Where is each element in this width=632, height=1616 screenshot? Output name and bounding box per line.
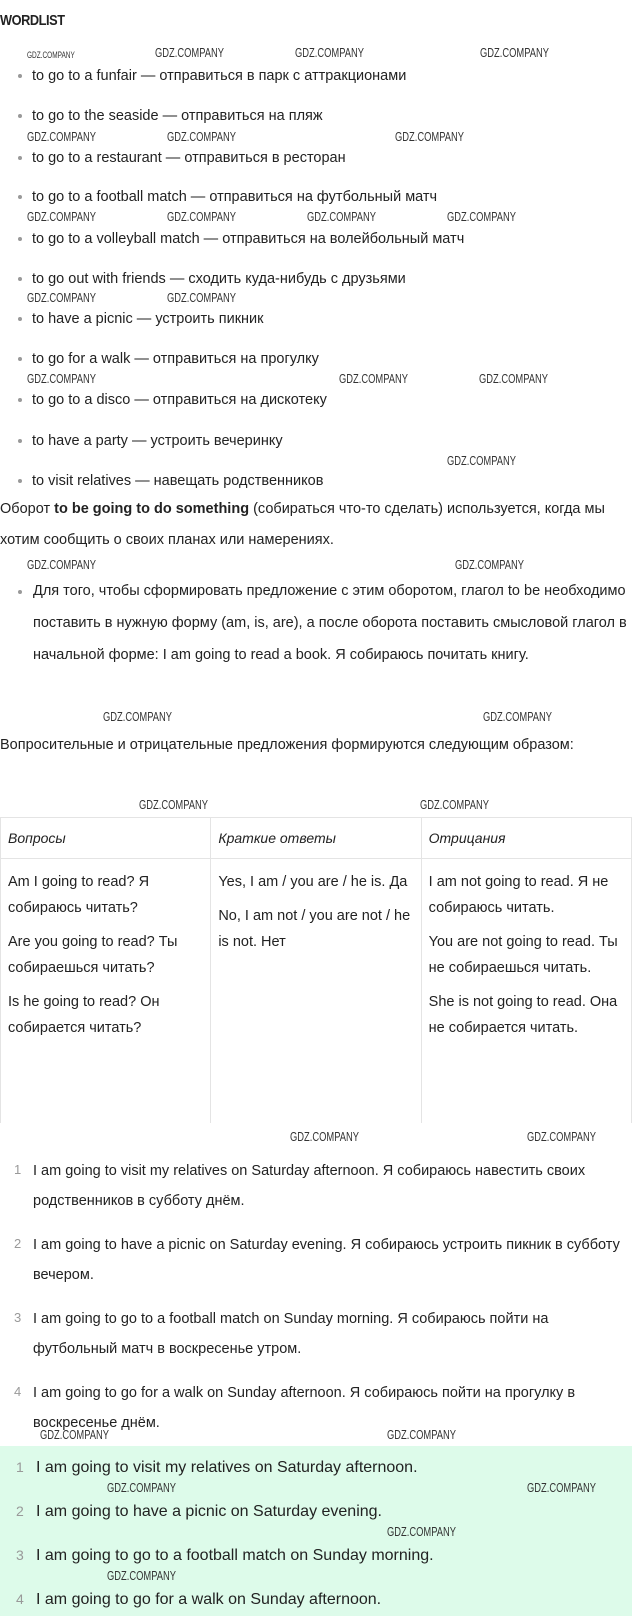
list-item-text: to go to a football match — отправиться на футбольный матч	[32, 189, 438, 205]
bullet-icon	[18, 156, 22, 160]
cell-text: No, I am not / you are not / he is not. Нет	[218, 908, 411, 950]
table-cell	[1, 859, 211, 1124]
watermark: GDZ.COMPANY	[527, 1129, 596, 1144]
watermark: GDZ.COMPANY	[27, 557, 96, 572]
watermark: GDZ.COMPANY	[339, 371, 408, 386]
cell-text: Yes, I am / you are / he is. Да	[218, 874, 408, 890]
item-text: I am going to go to a football match on Sunday morning.	[36, 1547, 434, 1564]
watermark: GDZ.COMPANY	[479, 371, 548, 386]
item-number: 2	[14, 1236, 22, 1251]
table-row	[1, 859, 632, 1124]
watermark: GDZ.COMPANY	[447, 453, 516, 468]
list-item	[18, 229, 464, 249]
list-item-text: to have a picnic — устроить пикник	[32, 311, 264, 327]
intro-paragraph	[0, 494, 630, 556]
list-item	[18, 148, 346, 168]
watermark: GDZ.COMPANY	[139, 797, 208, 812]
list-item-text: to visit relatives — навещать родственников	[32, 473, 324, 489]
cell-text: Is he going to read? Он собирается читать?	[8, 994, 160, 1036]
answers-panel	[0, 1446, 632, 1616]
intro-text: (собираться что-то сделать) используется, когда мы хотим сообщить о своих планах или намерениях.	[0, 501, 605, 548]
watermark: GDZ.COMPANY	[395, 129, 464, 144]
item-number: 3	[16, 1547, 24, 1563]
item-number: 4	[14, 1384, 22, 1399]
watermark: GDZ.COMPANY	[27, 209, 96, 224]
watermark: GDZ.COMPANY	[40, 1427, 109, 1442]
watermark: GDZ.COMPANY	[27, 371, 96, 386]
bullet-icon	[18, 237, 22, 241]
list-item	[18, 390, 327, 410]
cell-text: I am not going to read. Я не собираюсь читать.	[428, 874, 609, 916]
watermark: GDZ.COMPANY	[167, 290, 236, 305]
forms-intro: Вопросительные и отрицательные предложения формируются следующим образом:	[0, 737, 574, 753]
item-number: 2	[16, 1503, 24, 1519]
bullet-icon	[18, 277, 22, 281]
list-item-text: to have a party — устроить вечеринку	[32, 433, 283, 449]
table-cell	[421, 859, 631, 1124]
bullet-icon	[18, 195, 22, 199]
item-number: 1	[16, 1459, 24, 1475]
item-text: I am going to have a picnic on Saturday evening. Я собираюсь устроить пикник в субботу вечером.	[33, 1237, 620, 1283]
watermark: GDZ.COMPANY	[167, 129, 236, 144]
table-header-row	[1, 818, 632, 859]
watermark: GDZ.COMPANY	[307, 209, 376, 224]
watermark: GDZ.COMPANY	[27, 290, 96, 305]
item-text: I am going to go to a football match on Sunday morning. Я собираюсь пойти на футбольный матч в воскресенье утром.	[33, 1311, 549, 1357]
watermark: GDZ.COMPANY	[420, 797, 489, 812]
watermark: GDZ.COMPANY	[27, 129, 96, 144]
watermark: GDZ.COMPANY	[103, 709, 172, 724]
list-item	[18, 269, 406, 289]
item-text: I am going to visit my relatives on Saturday afternoon. Я собираюсь навестить своих родственников в субботу днём.	[33, 1163, 586, 1209]
list-item-text: to go out with friends — сходить куда-нибудь с друзьями	[32, 271, 406, 287]
watermark: GDZ.COMPANY	[527, 1480, 596, 1495]
list-item-text: to go to a disco — отправиться на дискотеку	[32, 392, 327, 408]
list-item	[18, 431, 283, 451]
forms-table	[0, 817, 632, 1123]
table-header: Отрицания	[421, 818, 631, 859]
watermark: GDZ.COMPANY	[483, 709, 552, 724]
table-header: Вопросы	[1, 818, 211, 859]
cell-text: Am I going to read? Я собираюсь читать?	[8, 874, 150, 916]
watermark: GDZ.COMPANY	[107, 1568, 176, 1583]
page-title: WORDLIST	[0, 12, 65, 29]
list-item	[18, 66, 406, 86]
list-item	[18, 106, 323, 126]
intro-bold: to be going to do something	[54, 501, 250, 517]
watermark: GDZ.COMPANY	[387, 1427, 456, 1442]
rule-paragraph: Для того, чтобы сформировать предложение с этим оборотом, глагол to be необходимо поставить в нужную форму (am, is, are), а после оборота поставить смысловой глагол в начальной форме: I am going to read a book. Я собираюсь почитать книгу.	[33, 583, 627, 663]
item-text: I am going to go for a walk on Sunday afternoon. Я собираюсь пойти на прогулку в воскресенье днём.	[33, 1385, 576, 1431]
item-number: 3	[14, 1310, 22, 1325]
item-text: I am going to visit my relatives on Saturday afternoon.	[36, 1459, 418, 1476]
watermark: GDZ.COMPANY	[155, 45, 224, 60]
list-item	[18, 349, 319, 369]
watermark: GDZ.COMPANY	[27, 50, 75, 60]
list-item-text: to go for a walk — отправиться на прогулку	[32, 351, 319, 367]
watermark: GDZ.COMPANY	[387, 1524, 456, 1539]
watermark: GDZ.COMPANY	[107, 1480, 176, 1495]
bullet-icon	[18, 398, 22, 402]
bullet-icon	[18, 590, 22, 594]
bullet-icon	[18, 479, 22, 483]
list-item-text: to go to a volleyball match — отправиться на волейбольный матч	[32, 231, 465, 247]
list-item	[18, 309, 264, 329]
item-text: I am going to go for a walk on Sunday afternoon.	[36, 1591, 382, 1608]
bullet-icon	[18, 357, 22, 361]
bullet-icon	[18, 74, 22, 78]
bullet-icon	[18, 439, 22, 443]
watermark: GDZ.COMPANY	[455, 557, 524, 572]
watermark: GDZ.COMPANY	[290, 1129, 359, 1144]
cell-text: Are you going to read? Ты собираешься читать?	[8, 934, 178, 976]
bullet-icon	[18, 317, 22, 321]
cell-text: She is not going to read. Она не собирается читать.	[428, 994, 618, 1036]
list-item-text: to go to a restaurant — отправиться в ресторан	[32, 150, 346, 166]
intro-text: Оборот	[0, 501, 55, 517]
watermark: GDZ.COMPANY	[447, 209, 516, 224]
watermark: GDZ.COMPANY	[167, 209, 236, 224]
item-number: 1	[14, 1162, 22, 1177]
list-item	[18, 471, 323, 491]
list-item-text: to go to the seaside — отправиться на пляж	[32, 108, 323, 124]
cell-text: You are not going to read. Ты не собираешься читать.	[428, 934, 618, 976]
item-number: 4	[16, 1591, 24, 1607]
table-cell	[211, 859, 421, 1124]
watermark: GDZ.COMPANY	[480, 45, 549, 60]
list-item	[18, 187, 437, 207]
bullet-icon	[18, 114, 22, 118]
table-header: Краткие ответы	[211, 818, 421, 859]
list-item-text: to go to a funfair — отправиться в парк с аттракционами	[32, 68, 407, 84]
watermark: GDZ.COMPANY	[295, 45, 364, 60]
item-text: I am going to have a picnic on Saturday evening.	[36, 1503, 382, 1520]
